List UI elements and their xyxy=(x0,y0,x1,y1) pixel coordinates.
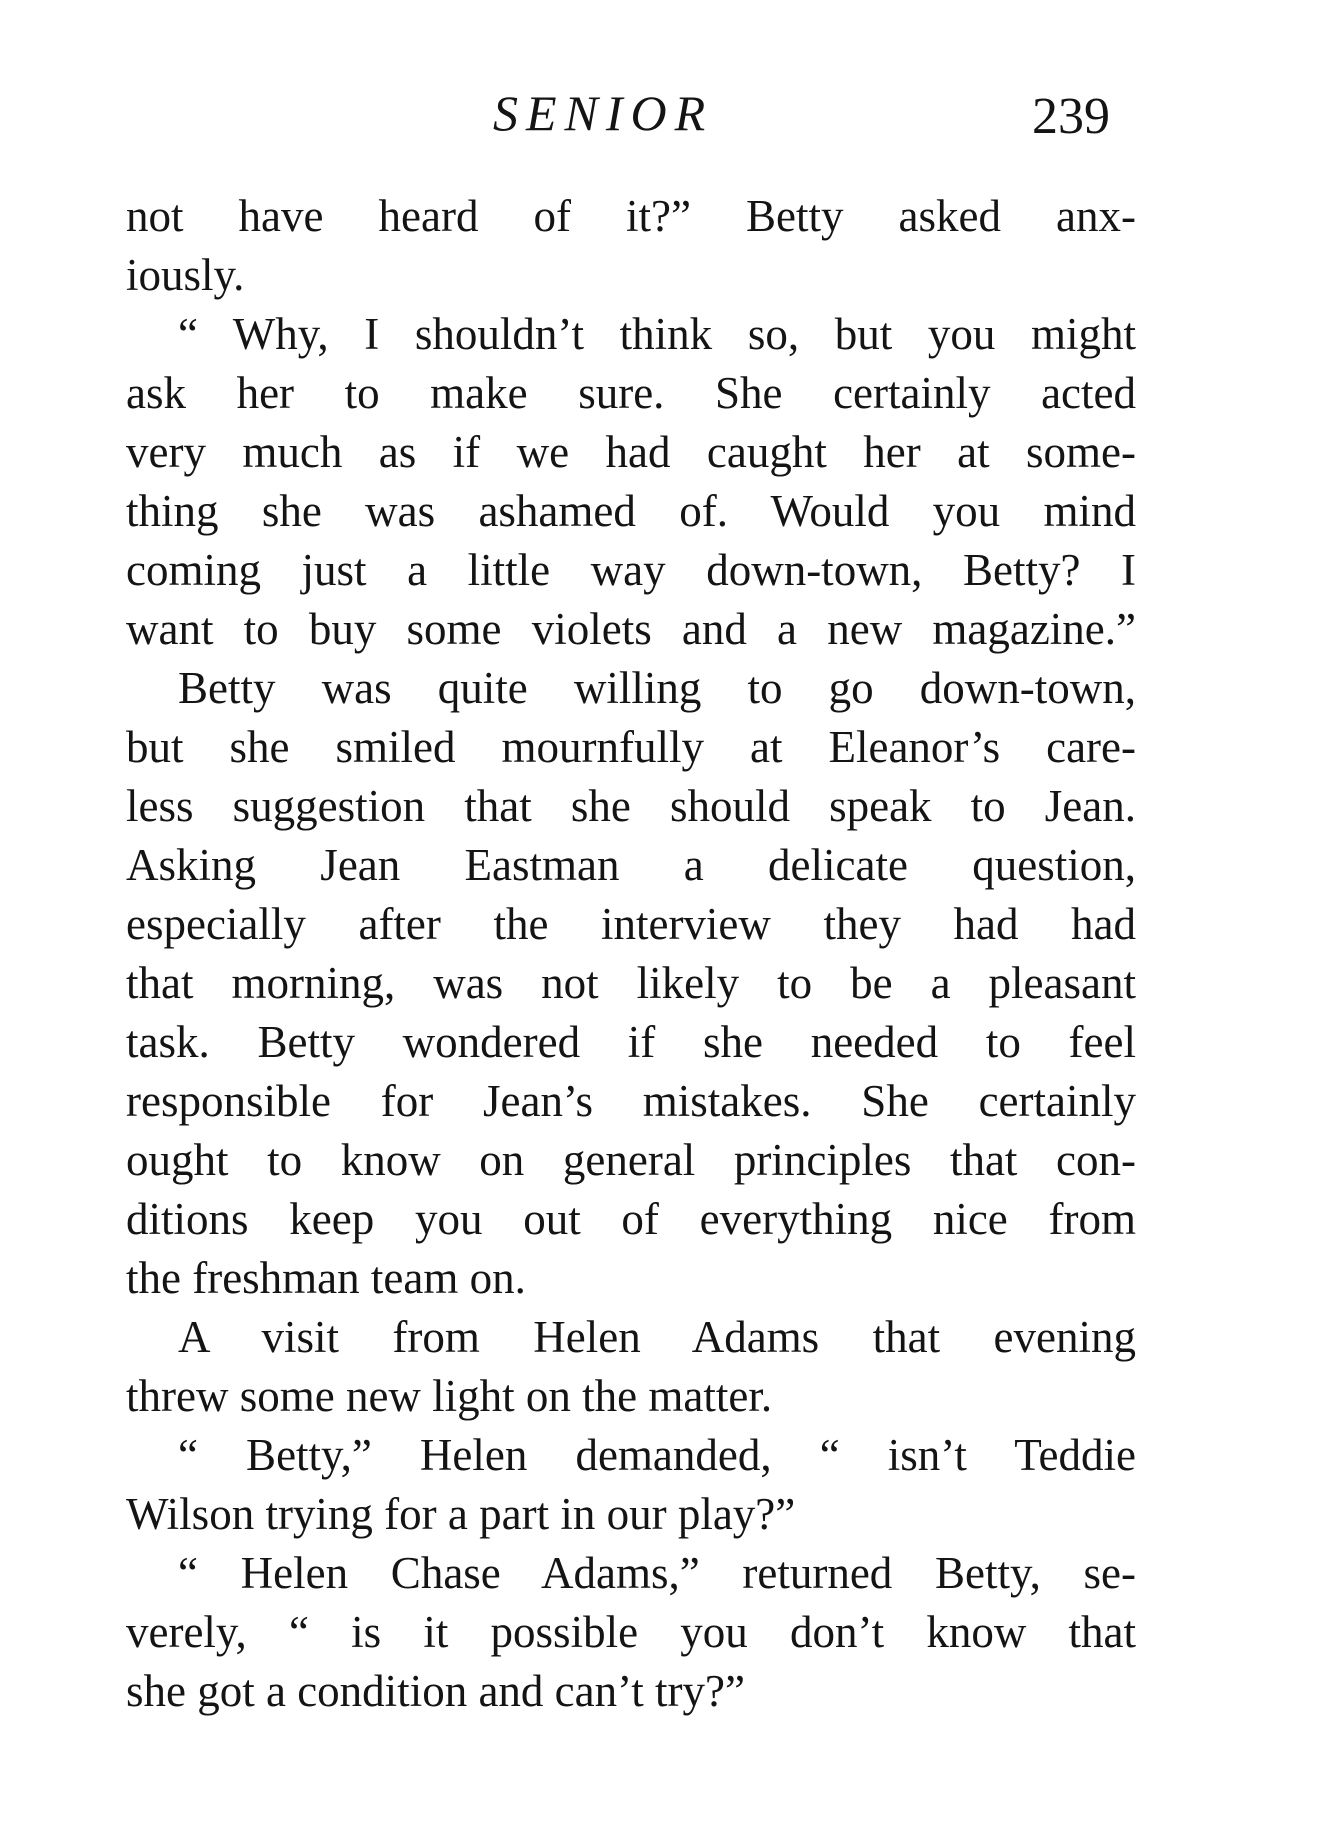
paragraph xyxy=(126,659,1136,1308)
text-line: task. Betty wondered if she needed to feel xyxy=(126,1017,1136,1067)
text-line: especially after the interview they had had xyxy=(126,899,1136,949)
text-line: less suggestion that she should speak to Jean. xyxy=(126,781,1136,831)
text-line: “ Helen Chase Adams,” returned Betty, se- xyxy=(178,1548,1136,1598)
page-number: 239 xyxy=(1032,88,1110,145)
text-line: ditions keep you out of everything nice from xyxy=(126,1194,1136,1244)
paragraph xyxy=(126,305,1136,659)
text-line: Betty was quite willing to go down-town, xyxy=(178,663,1136,713)
paragraph xyxy=(126,1308,1136,1426)
text-line: “ Betty,” Helen demanded, “ isn’t Teddie xyxy=(178,1430,1136,1480)
text-line: ought to know on general principles that con- xyxy=(126,1135,1136,1185)
text-line: threw some new light on the matter. xyxy=(126,1371,773,1421)
text-line: Wilson trying for a part in our play?” xyxy=(126,1489,796,1539)
text-line: very much as if we had caught her at some- xyxy=(126,427,1136,477)
text-line: she got a condition and can’t try?” xyxy=(126,1666,745,1716)
text-line: coming just a little way down-town, Betty? I xyxy=(126,545,1136,595)
text-line: iously. xyxy=(126,250,245,300)
text-line: the freshman team on. xyxy=(126,1253,526,1303)
text-line: but she smiled mournfully at Eleanor’s care- xyxy=(126,722,1136,772)
text-line: that morning, was not likely to be a pleasant xyxy=(126,958,1136,1008)
text-line: Asking Jean Eastman a delicate question, xyxy=(126,840,1136,890)
text-line: “ Why, I shouldn’t think so, but you might xyxy=(178,309,1136,359)
text-line: verely, “ is it possible you don’t know that xyxy=(126,1607,1136,1657)
text-line: responsible for Jean’s mistakes. She certainly xyxy=(126,1076,1136,1126)
paragraph xyxy=(126,1426,1136,1544)
text-line: not have heard of it?” Betty asked anx- xyxy=(126,191,1136,241)
section-title: SENIOR xyxy=(493,85,714,141)
text-line: ask her to make sure. She certainly acted xyxy=(126,368,1136,418)
paragraph xyxy=(126,1544,1136,1721)
text-line: want to buy some violets and a new magazine.” xyxy=(126,604,1136,654)
running-head xyxy=(0,78,1329,148)
body-text xyxy=(126,187,1136,1721)
text-line: thing she was ashamed of. Would you mind xyxy=(126,486,1136,536)
text-line: A visit from Helen Adams that evening xyxy=(178,1312,1136,1362)
paragraph xyxy=(126,187,1136,305)
